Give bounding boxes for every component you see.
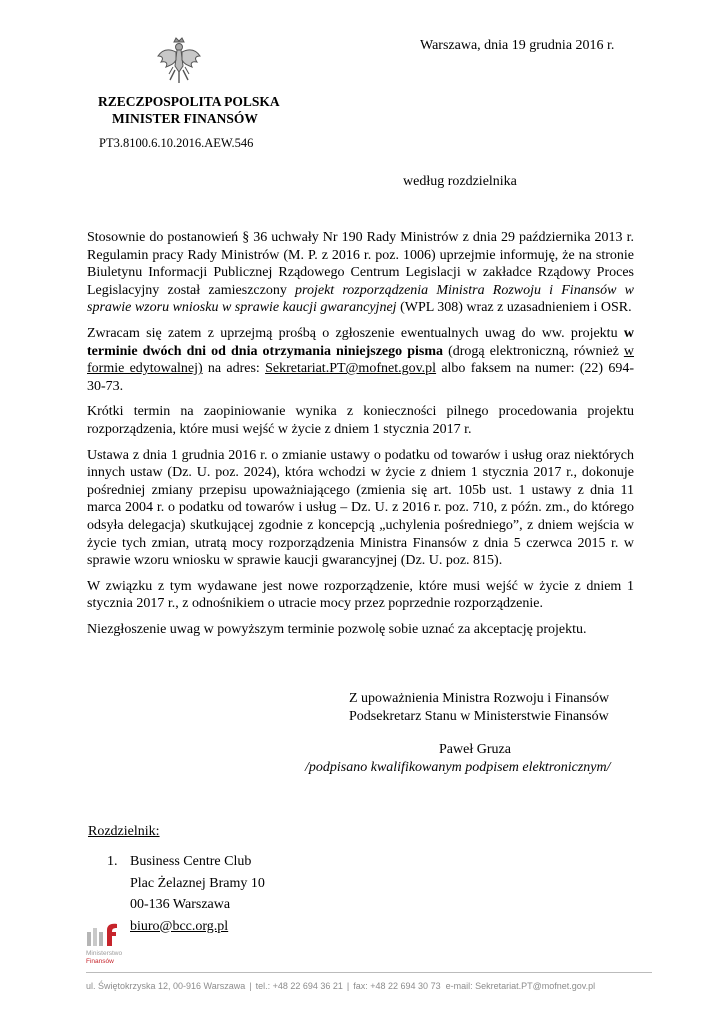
signature-line-2: Podsekretarz Stanu w Ministerstwie Finansów [349, 708, 609, 724]
reference-number: PT3.8100.6.10.2016.AEW.546 [99, 136, 254, 150]
logo-line-1: Ministerstwo [86, 950, 123, 957]
logo-line-2: Finansów [86, 958, 114, 965]
p1-text-a: Stosownie do postanowień § 36 uchwały Nr 190 Rady Ministrów z dnia 29 października 2013 r. Regulamin pracy Rady Ministrów (M. P. z 2016 r. poz. 1006) uprzejmie informuję, że na stronie Biuletynu Informacji Publicznej Rządowego Centrum Legislacji w zakładce Rządowy Proces Legislacyjny został zamieszczony [87, 230, 634, 298]
p2-text-a: Zwracam się zatem z uprzejmą prośbą o zgłoszenie ewentualnych uwag do ww. projektu [87, 325, 624, 341]
letter-body [87, 229, 634, 646]
paragraph-5: W związku z tym wydawane jest nowe rozporządzenie, które musi wejść w życie z dniem 1 stycznia 2017 r., z odnośnikiem o utracie mocy przez poprzednie rozporządzenie. [87, 578, 634, 612]
paragraph-1 [87, 229, 634, 317]
recipient-email-link[interactable]: biuro@bcc.org.pl [130, 918, 229, 934]
footer-fax: fax: +48 22 694 30 73 [353, 981, 441, 991]
paragraph-4: Ustawa z dnia 1 grudnia 2016 r. o zmianie ustawy o podatku od towarów i usług oraz niektórych innych ustaw (Dz. U. poz. 2024), która wchodzi w życie z dniem 1 stycznia 2017 r., dokonuje pośredniej zmiany przepisu upoważniającego (zmienia się art. 105b ust. 1 ustawy z dnia 11 marca 2004 r. o podatku od towarów i usług – Dz. U. z 2016 r. poz. 710, z późn. zm., do którego odsyła delegacja) skutkującej zgodnie z koncepcją „uchylenia pośredniego”, z dniem wejścia w życie tych zmian, utratą mocy rozporządzenia Ministra Finansów z dnia 5 czerwca 2015 r. w sprawie wzoru wniosku w sprawie kaucji gwarancyjnej (Dz. U. poz. 815). [87, 447, 634, 569]
electronic-signature-note: /podpisano kwalifikowanym podpisem elektronicznym/ [305, 760, 611, 775]
recipients-note: według rozdzielnika [403, 174, 517, 189]
p2-email-link[interactable]: Sekretariat.PT@mofnet.gov.pl [265, 361, 437, 377]
footer-separator: | [249, 981, 252, 991]
signer-name: Paweł Gruza [439, 742, 511, 757]
p1-draft-title: projekt rozporządzenia Ministra Rozwoju i Finansów w sprawie wzoru wniosku w sprawie kaucji gwarancyjnej [87, 282, 634, 316]
p2-deadline: w terminie dwóch dni od dnia otrzymania niniejszego pisma [87, 325, 634, 359]
ministry-logo-icon [85, 922, 125, 948]
recipient-email-row [107, 916, 265, 938]
document-date: Warszawa, dnia 19 grudnia 2016 r. [420, 38, 615, 53]
recipient-city: 00-136 Warszawa [130, 897, 231, 913]
signature-authority [349, 690, 609, 725]
recipient-street: Plac Żelaznej Bramy 10 [130, 875, 265, 891]
p1-text-b: (WPL 308) wraz z uzasadnieniem i OSR. [396, 300, 632, 316]
list-item-number: 1. [107, 854, 118, 869]
footer-contact [86, 981, 595, 991]
signature-line-1: Z upoważnienia Ministra Rozwoju i Finansów [349, 691, 610, 706]
footer-email[interactable]: e-mail: Sekretariat.PT@mofnet.gov.pl [445, 981, 596, 991]
p2-editable-format: w formie edytowalnej) [87, 343, 634, 377]
p2-text-d: albo faksem na numer: (22) 694-30-73. [87, 361, 634, 394]
list-item [107, 851, 265, 873]
footer-phone: tel.: +48 22 694 36 21 [255, 981, 343, 991]
polish-eagle-emblem-icon [156, 36, 202, 86]
distribution-list [107, 851, 265, 937]
footer-separator: | [346, 981, 350, 991]
recipient-name: Business Centre Club [130, 854, 252, 869]
paragraph-3: Krótki termin na zaopiniowanie wynika z konieczności pilnego procedowania projektu rozporządzenia, które musi wejść w życie z dniem 1 stycznia 2017 r. [87, 404, 634, 437]
p2-text-b: (drogą elektroniczną, również [443, 343, 624, 359]
footer-address: ul. Świętokrzyska 12, 00-916 Warszawa [86, 981, 246, 991]
institution-ministry: MINISTER FINANSÓW [112, 111, 258, 126]
institution-country: RZECZPOSPOLITA POLSKA [98, 94, 280, 109]
issuing-institution [98, 93, 280, 127]
paragraph-2 [87, 325, 634, 395]
distribution-title: Rozdzielnik: [88, 824, 160, 839]
footer-divider [86, 972, 652, 973]
ministry-logo-text [86, 950, 122, 966]
paragraph-6: Niezgłoszenie uwag w powyższym terminie pozwolę sobie uznać za akceptację projektu. [87, 621, 587, 637]
p2-text-c: na adres: [202, 361, 266, 377]
